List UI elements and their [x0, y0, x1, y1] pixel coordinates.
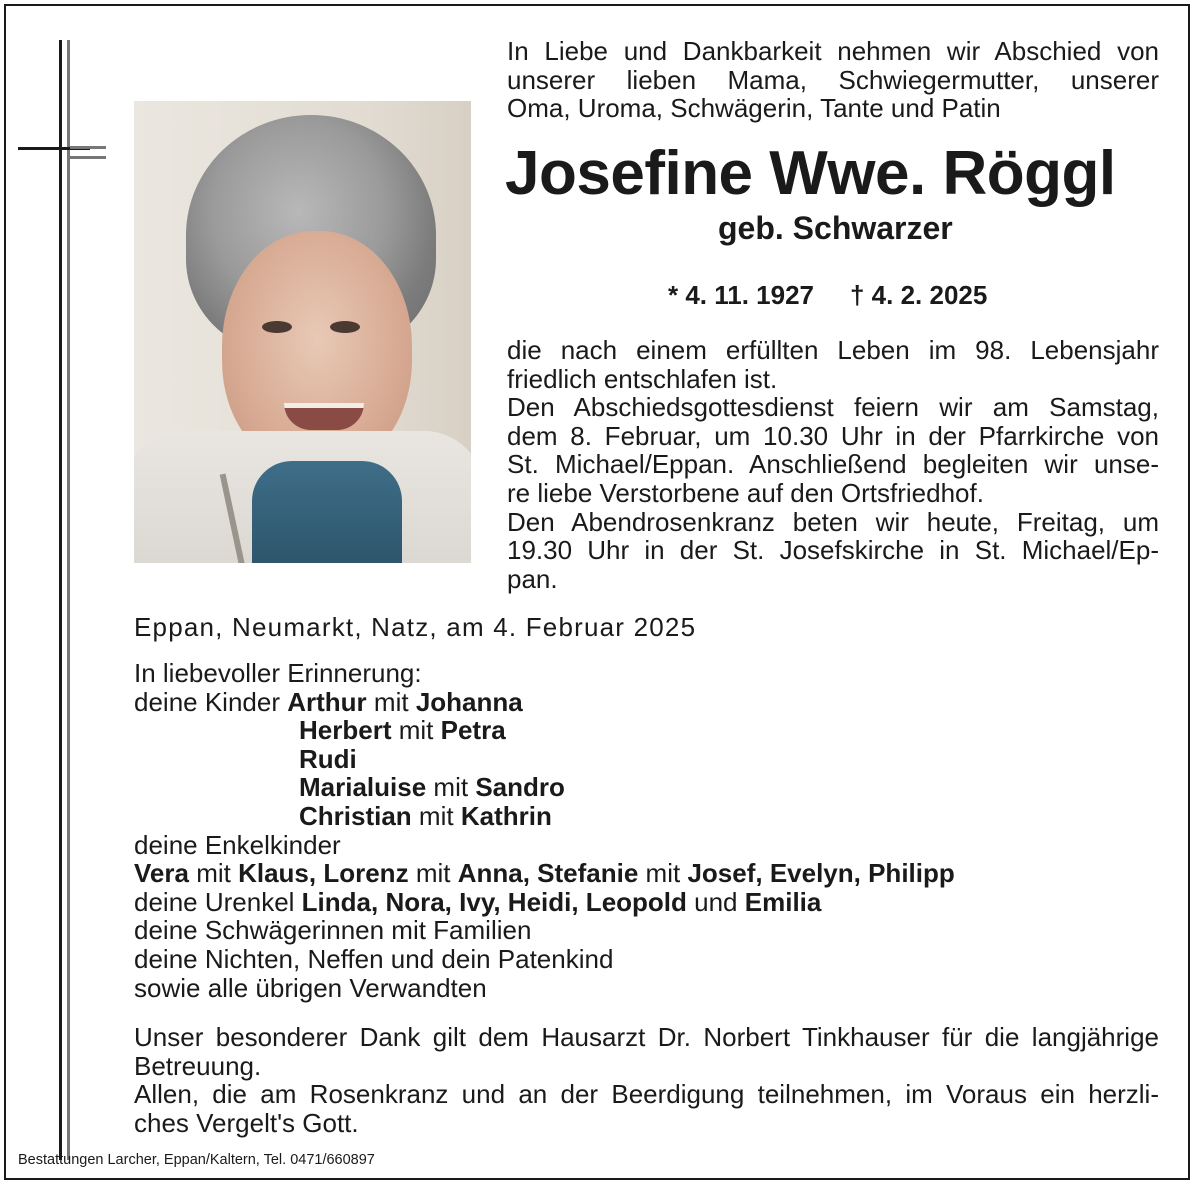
thanks-line: Betreuung. [134, 1050, 262, 1081]
body-line: Den Abschiedsgottesdienst feiern wir am Samstag, [507, 392, 1159, 423]
relatives-row: deine Nichten, Neffen und dein Patenkind [134, 943, 614, 974]
great-grandchildren-label: deine Urenkel [134, 886, 295, 917]
great-grandchildren-row [134, 888, 955, 917]
connector: mit [433, 772, 469, 803]
intro-text [507, 37, 1159, 123]
child-name: Rudi [299, 743, 357, 774]
children-label: deine Kinder [134, 686, 280, 717]
body-line: dem 8. Februar, um 10.30 Uhr in der Pfarrkirche von [507, 420, 1159, 451]
child-name: Arthur [287, 686, 367, 717]
child-row [134, 773, 955, 802]
relatives-row: sowie alle übrigen Verwandten [134, 972, 487, 1003]
funeral-home-footer: Bestattungen Larcher, Eppan/Kaltern, Tel. 0471/660897 [18, 1152, 375, 1168]
grandchildren-label: deine Enkelkinder [134, 829, 341, 860]
intro-line: unserer lieben Mama, Schwiegermutter, unserer [507, 64, 1159, 95]
body-line: die nach einem erfüllten Leben im 98. Lebensjahr [507, 335, 1159, 365]
thanks-text [134, 1023, 1159, 1137]
child-name: Christian [299, 800, 412, 831]
thanks-line: Allen, die am Rosenkranz und an der Beerdigung teilnehmen, im Voraus ein herzli- [134, 1079, 1159, 1110]
death-date: † 4. 2. 2025 [850, 280, 988, 310]
connector: mit [398, 715, 434, 746]
child-row [134, 688, 955, 717]
connector: mit [373, 686, 409, 717]
relatives-row: deine Schwägerinnen mit Familien [134, 915, 532, 946]
thanks-line: ches Vergelt's Gott. [134, 1107, 359, 1138]
intro-line: Oma, Uroma, Schwägerin, Tante und Patin [507, 93, 1001, 124]
birth-date: * 4. 11. 1927 [668, 280, 815, 310]
grandchild-name: Anna, Stefanie [457, 858, 639, 889]
partner-name: Sandro [475, 772, 565, 803]
grandchild-name: Josef, Evelyn, Philipp [687, 858, 955, 889]
child-name: Herbert [299, 715, 392, 746]
child-row [134, 745, 955, 774]
maiden-name: geb. Schwarzer [718, 210, 953, 246]
partner-name: Petra [440, 715, 506, 746]
connector: mit [645, 858, 681, 889]
body-line: 19.30 Uhr in der St. Josefskirche in St. Michael/Ep- [507, 535, 1159, 566]
child-name: Marialuise [299, 772, 427, 803]
grandchildren-row [134, 859, 955, 888]
portrait-photo [134, 101, 471, 563]
partner-name: Johanna [415, 686, 523, 717]
grandchild-name: Klaus, Lorenz [238, 858, 409, 889]
connector: mit [415, 858, 451, 889]
child-row [134, 802, 955, 831]
connector: und [694, 886, 738, 917]
great-grandchild-name: Emilia [744, 886, 822, 917]
body-line: Den Abendrosenkranz beten wir heute, Freitag, um [507, 506, 1159, 537]
body-line: friedlich entschlafen ist. [507, 363, 778, 394]
child-row [134, 716, 955, 745]
thanks-line: Unser besonderer Dank gilt dem Hausarzt Dr. Norbert Tinkhauser für die langjährige [134, 1022, 1159, 1052]
grandchild-name: Vera [134, 858, 189, 889]
intro-line: In Liebe und Dankbarkeit nehmen wir Abschied von [507, 36, 1159, 66]
body-line: St. Michael/Eppan. Anschließend begleiten wir unse- [507, 449, 1159, 480]
body-text [507, 336, 1159, 593]
mourners-heading: In liebevoller Erinnerung: [134, 658, 422, 688]
mourners-list [134, 659, 955, 1002]
partner-name: Kathrin [460, 800, 552, 831]
deceased-name: Josefine Wwe. Röggl [505, 139, 1116, 208]
connector: mit [418, 800, 454, 831]
place-date: Eppan, Neumarkt, Natz, am 4. Februar 2025 [134, 612, 697, 642]
connector: mit [196, 858, 231, 889]
body-line: pan. [507, 563, 558, 594]
great-grandchild-name: Linda, Nora, Ivy, Heidi, Leopold [301, 886, 687, 917]
body-line: re liebe Verstorbene auf den Ortsfriedhof. [507, 477, 984, 508]
